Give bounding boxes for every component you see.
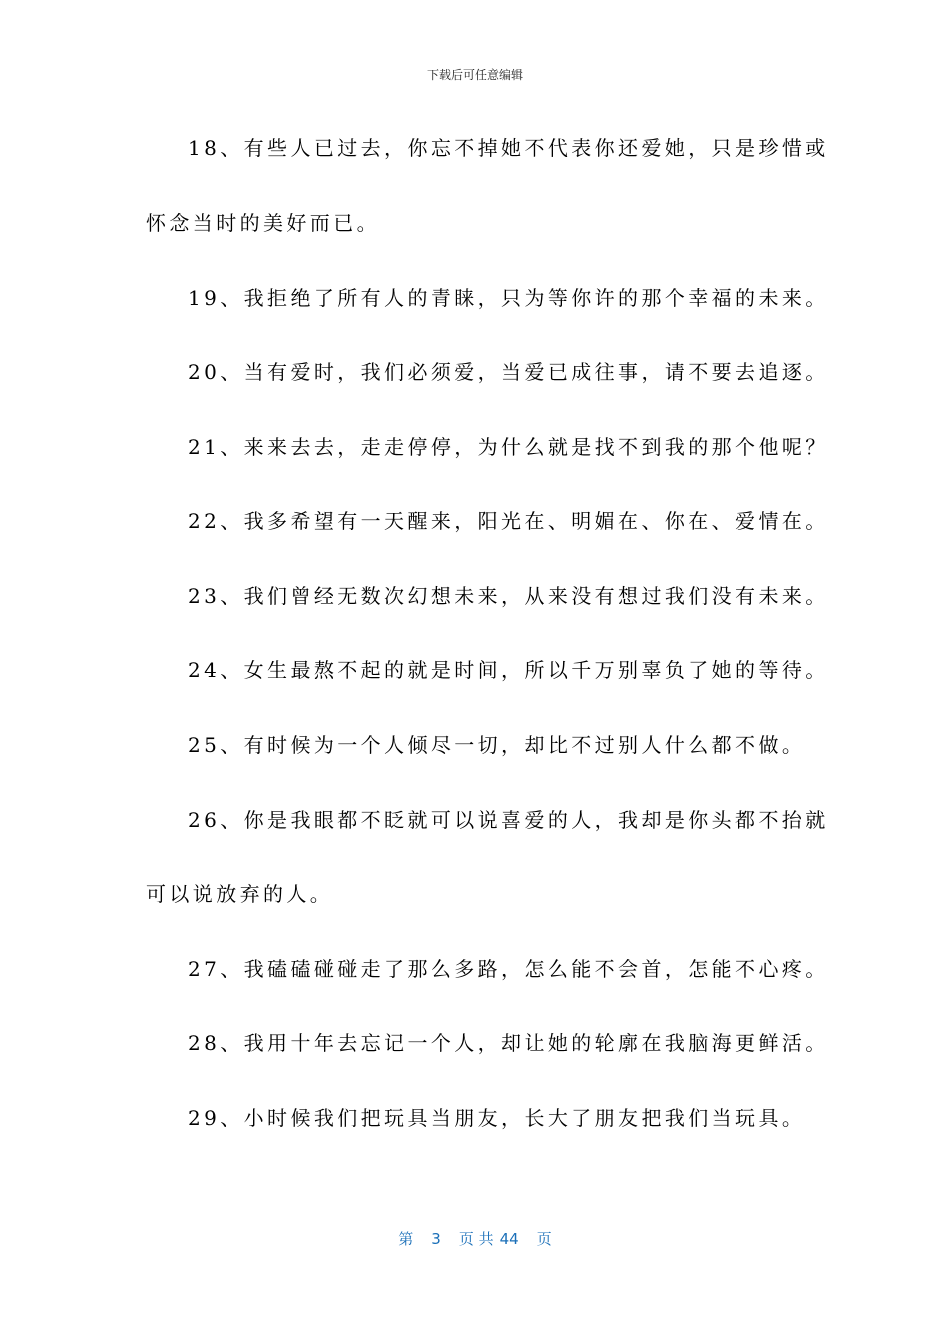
paragraph-line: 26、你是我眼都不眨就可以说喜爱的人，我却是你头都不抬就 [188, 808, 829, 832]
paragraph-line: 28、我用十年去忘记一个人，却让她的轮廓在我脑海更鲜活。 [188, 1031, 829, 1055]
paragraph-line: 22、我多希望有一天醒来，阳光在、明媚在、你在、爱情在。 [188, 509, 829, 533]
current-page-number: 3 [431, 1230, 441, 1248]
footer-middle: 页 共 [458, 1230, 494, 1248]
paragraph-line: 19、我拒绝了所有人的青睐，只为等你许的那个幸福的未来。 [188, 286, 829, 310]
paragraph-line: 29、小时候我们把玩具当朋友，长大了朋友把我们当玩具。 [188, 1106, 806, 1130]
footer-suffix: 页 [536, 1230, 552, 1248]
paragraph-line: 怀念当时的美好而已。 [146, 211, 380, 235]
paragraph-line: 25、有时候为一个人倾尽一切，却比不过别人什么都不做。 [188, 733, 806, 757]
paragraph-line: 21、来来去去，走走停停，为什么就是找不到我的那个他呢？ [188, 435, 829, 459]
footer-prefix: 第 [398, 1230, 414, 1248]
paragraph-line: 可以说放弃的人。 [146, 882, 334, 906]
header-note: 下载后可任意编辑 [426, 68, 523, 82]
paragraph-line: 18、有些人已过去，你忘不掉她不代表你还爱她，只是珍惜或 [188, 136, 829, 160]
page-footer [0, 1228, 950, 1249]
paragraph-line: 24、女生最熬不起的就是时间，所以千万别辜负了她的等待。 [188, 658, 829, 682]
paragraph-line: 23、我们曾经无数次幻想未来，从来没有想过我们没有未来。 [188, 584, 829, 608]
paragraph-line: 27、我磕磕碰碰走了那么多路，怎么能不会首，怎能不心疼。 [188, 957, 829, 981]
paragraph-line: 20、当有爱时，我们必须爱，当爱已成往事，请不要去追逐。 [188, 360, 829, 384]
total-page-count: 44 [499, 1230, 519, 1248]
